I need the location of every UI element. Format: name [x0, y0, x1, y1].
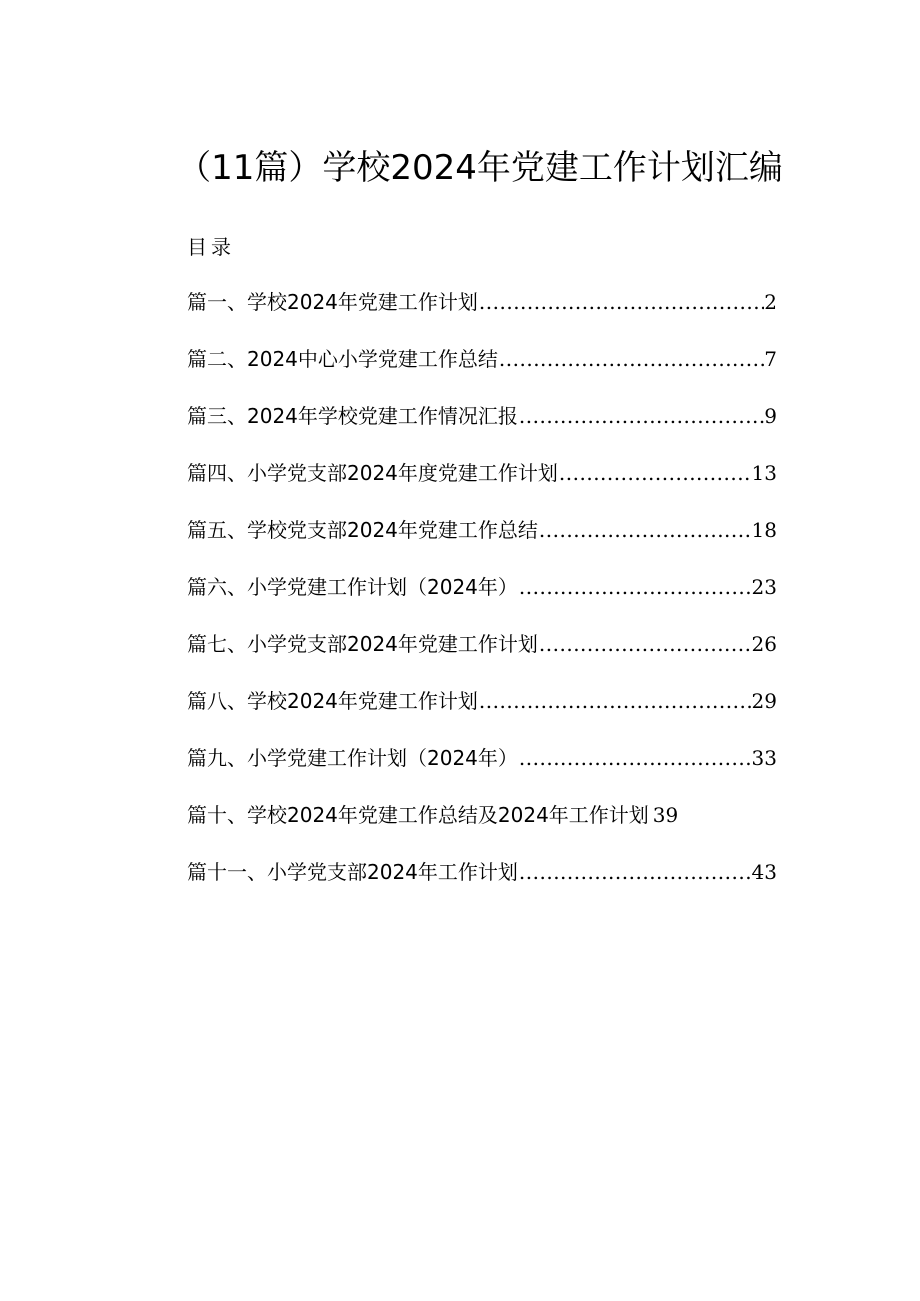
toc-dot-leader	[518, 399, 764, 433]
table-of-contents	[187, 285, 777, 912]
toc-dot-leader	[518, 570, 752, 604]
toc-page-number: 33	[751, 746, 777, 770]
toc-entry[interactable]	[187, 855, 777, 912]
toc-entry-label: 篇五、学校党支部2024年党建工作总结	[187, 518, 538, 542]
toc-entry[interactable]	[187, 798, 777, 855]
toc-entry-label: 篇十、学校2024年党建工作总结及2024年工作计划	[187, 803, 649, 827]
toc-entry[interactable]	[187, 627, 777, 684]
toc-dot-leader	[518, 855, 752, 889]
toc-page-number: 26	[751, 632, 777, 656]
toc-dot-leader	[558, 456, 752, 490]
toc-page-number: 13	[751, 461, 777, 485]
toc-page-number: 2	[764, 290, 777, 314]
document-title: （11篇）学校2024年党建工作计划汇编	[177, 148, 783, 188]
toc-entry-label: 篇十一、小学党支部2024年工作计划	[187, 860, 518, 884]
toc-entry[interactable]	[187, 285, 777, 342]
toc-entry-label: 篇六、小学党建工作计划（2024年）	[187, 575, 518, 599]
toc-entry[interactable]	[187, 741, 777, 798]
toc-heading: 目录	[187, 235, 235, 259]
toc-page-number: 9	[764, 404, 777, 428]
toc-page-number: 43	[751, 860, 777, 884]
toc-entry-label: 篇八、学校2024年党建工作计划	[187, 689, 478, 713]
toc-dot-leader	[538, 627, 752, 661]
toc-entry-label: 篇一、学校2024年党建工作计划	[187, 290, 478, 314]
toc-page-number: 39	[652, 803, 679, 827]
toc-entry[interactable]	[187, 570, 777, 627]
toc-dot-leader	[498, 342, 764, 376]
toc-page-number: 23	[751, 575, 777, 599]
toc-entry-label: 篇二、2024中心小学党建工作总结	[187, 347, 498, 371]
toc-page-number: 29	[751, 689, 777, 713]
toc-entry[interactable]	[187, 399, 777, 456]
toc-entry-label: 篇四、小学党支部2024年度党建工作计划	[187, 461, 558, 485]
toc-entry[interactable]	[187, 513, 777, 570]
toc-entry-label: 篇七、小学党支部2024年党建工作计划	[187, 632, 538, 656]
toc-dot-leader	[478, 285, 764, 319]
toc-dot-leader	[538, 513, 752, 547]
toc-entry[interactable]	[187, 342, 777, 399]
toc-dot-leader	[478, 684, 752, 718]
toc-entry-label: 篇三、2024年学校党建工作情况汇报	[187, 404, 518, 428]
toc-page-number: 18	[751, 518, 777, 542]
toc-entry[interactable]	[187, 684, 777, 741]
toc-entry[interactable]	[187, 456, 777, 513]
toc-entry-label: 篇九、小学党建工作计划（2024年）	[187, 746, 518, 770]
toc-dot-leader	[518, 741, 752, 775]
toc-page-number: 7	[764, 347, 777, 371]
